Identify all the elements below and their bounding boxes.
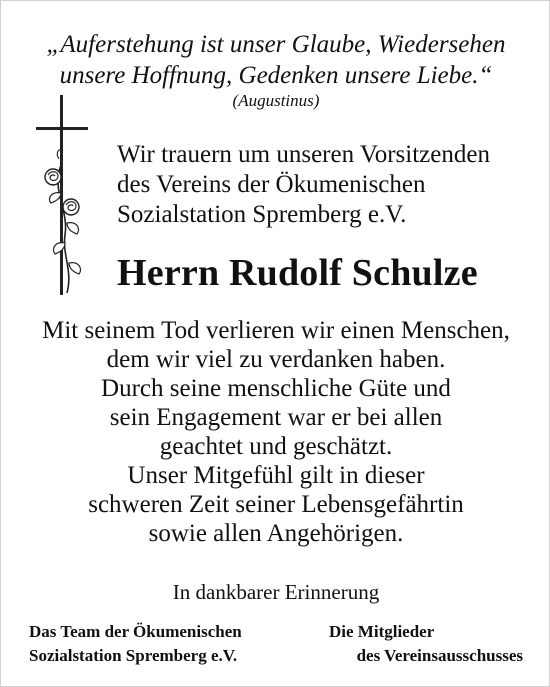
condolence-line: dem wir viel zu verdanken haben. <box>106 346 446 373</box>
intro-line-2: des Vereins der Ökumenischen <box>117 171 426 198</box>
quote-line-1: „Auferstehung ist unser Glaube, Wiedersehen <box>46 31 506 58</box>
condolence-line: Mit seinem Tod verlieren wir einen Menschen, <box>42 317 510 344</box>
condolence-line: schweren Zeit seiner Lebensgefährtin <box>88 491 464 518</box>
signature-left-line-2: Sozialstation Spremberg e.V. <box>29 646 238 665</box>
signature-right <box>301 620 523 668</box>
intro-line-3: Sozialstation Spremberg e.V. <box>117 201 407 228</box>
intro-text <box>117 140 537 230</box>
signature-left-line-1: Das Team der Ökumenischen <box>29 622 242 641</box>
condolence-text <box>1 316 550 548</box>
condolence-line: geachtet und geschätzt. <box>159 433 393 460</box>
closing-phrase: In dankbarer Erinnerung <box>172 580 380 604</box>
memorial-quote <box>1 29 550 91</box>
quote-source: (Augustinus) <box>232 91 320 110</box>
signature-right-line-2: des Vereinsausschusses <box>356 646 523 665</box>
signature-left <box>29 620 299 668</box>
condolence-line: sein Engagement war er bei allen <box>109 404 443 431</box>
condolence-line: sowie allen Angehörigen. <box>148 520 404 547</box>
deceased-name: Herrn Rudolf Schulze <box>117 252 478 294</box>
signature-right-line-1: Die Mitglieder <box>329 622 435 641</box>
condolence-line: Durch seine menschliche Güte und <box>101 375 451 402</box>
cross-with-roses-icon <box>29 95 99 295</box>
intro-line-1: Wir trauern um unseren Vorsitzenden <box>117 141 490 168</box>
condolence-line: Unser Mitgefühl gilt in dieser <box>127 462 425 489</box>
quote-line-2: unsere Hoffnung, Gedenken unsere Liebe.“ <box>59 62 493 89</box>
